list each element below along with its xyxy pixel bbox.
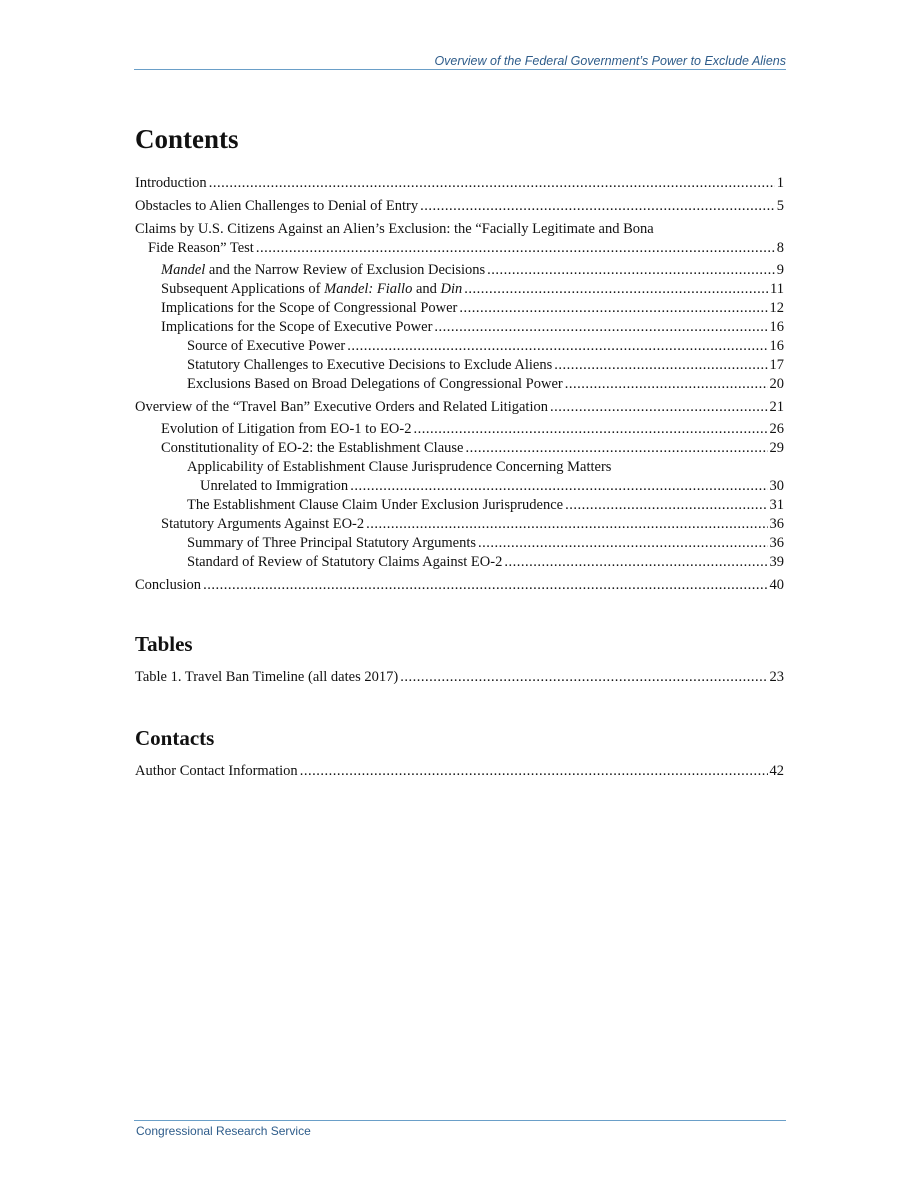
toc-entry[interactable] bbox=[135, 174, 784, 193]
toc-entry-text: and bbox=[412, 281, 441, 297]
toc-entry[interactable] bbox=[135, 668, 784, 687]
toc-entry-page: 36 bbox=[769, 516, 784, 532]
toc-entry-page: 23 bbox=[769, 669, 784, 685]
toc-entry[interactable] bbox=[161, 299, 784, 318]
tables-title: Tables bbox=[135, 632, 193, 656]
toc-entry[interactable] bbox=[161, 515, 784, 534]
toc-entry[interactable] bbox=[200, 477, 784, 496]
toc-entry-text: and the Narrow Review of Exclusion Decisions bbox=[205, 262, 486, 278]
toc-entry-italic: Mandel: Fiallo bbox=[324, 281, 413, 297]
contents-title: Contents bbox=[135, 124, 239, 154]
toc-entry-text: Obstacles to Alien Challenges to Denial of Entry bbox=[135, 198, 419, 214]
toc-entry-page: 16 bbox=[769, 319, 784, 335]
toc-entry-italic: Din bbox=[440, 281, 463, 297]
toc-entry-page: 20 bbox=[769, 376, 784, 392]
toc-entry-page: 5 bbox=[776, 198, 784, 214]
toc-entry-text: Fide Reason” Test bbox=[148, 240, 254, 256]
toc-entry[interactable] bbox=[161, 318, 784, 337]
toc-entry-page: 36 bbox=[769, 535, 784, 551]
toc-entry-page: 1 bbox=[776, 175, 784, 191]
toc-entry-text: Table 1. Travel Ban Timeline (all dates 2017) bbox=[135, 669, 399, 685]
toc-entry-text: Conclusion bbox=[135, 577, 202, 593]
toc-entry-page: 26 bbox=[769, 421, 784, 437]
toc-entry[interactable] bbox=[187, 553, 784, 572]
toc-entry-text: Subsequent Applications of bbox=[161, 281, 325, 297]
toc-entry-text: Source of Executive Power bbox=[187, 338, 346, 354]
footer-rule bbox=[134, 1120, 786, 1121]
toc-entry[interactable] bbox=[187, 534, 784, 553]
toc-entry[interactable] bbox=[161, 439, 784, 458]
toc-entry-page: 29 bbox=[769, 440, 784, 456]
toc-entry-text: Constitutionality of EO-2: the Establishment Clause bbox=[161, 440, 464, 456]
toc-entry-text-line1[interactable]: Applicability of Establishment Clause Jurisprudence Concerning Matters bbox=[187, 459, 612, 475]
toc-entry[interactable] bbox=[161, 420, 784, 439]
toc-entry-text: Introduction bbox=[135, 175, 207, 191]
toc-entry[interactable] bbox=[187, 496, 784, 515]
toc-entry-page: 8 bbox=[776, 240, 784, 256]
toc-entry-page: 42 bbox=[769, 763, 784, 779]
toc-entry-text: Overview of the “Travel Ban” Executive Orders and Related Litigation bbox=[135, 399, 548, 415]
toc-entry-text: Summary of Three Principal Statutory Arguments bbox=[187, 535, 477, 551]
header-rule bbox=[134, 69, 786, 70]
toc-entry-page: 17 bbox=[769, 357, 784, 373]
contacts-title: Contacts bbox=[135, 726, 215, 750]
toc-entry-page: 16 bbox=[769, 338, 784, 354]
toc-entry[interactable] bbox=[187, 337, 784, 356]
toc-entry[interactable] bbox=[187, 375, 784, 394]
toc-entry-page: 40 bbox=[769, 577, 784, 593]
toc-entry-text: Statutory Arguments Against EO-2 bbox=[161, 516, 365, 532]
running-header: Overview of the Federal Government’s Power to Exclude Aliens bbox=[434, 54, 786, 68]
toc-entry[interactable] bbox=[161, 261, 784, 280]
toc-entry-page: 11 bbox=[770, 281, 784, 297]
toc-entry[interactable] bbox=[161, 280, 784, 299]
toc-entry[interactable] bbox=[187, 356, 784, 375]
toc-entry-page: 9 bbox=[776, 262, 784, 278]
toc-entry-page: 12 bbox=[769, 300, 784, 316]
toc-entry-page: 39 bbox=[769, 554, 784, 570]
toc-entry-page: 31 bbox=[769, 497, 784, 513]
toc-entry-text: Standard of Review of Statutory Claims Against EO-2 bbox=[187, 554, 503, 570]
toc-entry-page: 21 bbox=[769, 399, 784, 415]
toc-entry-text: Evolution of Litigation from EO-1 to EO-2 bbox=[161, 421, 412, 437]
toc-entry[interactable] bbox=[135, 762, 784, 781]
toc-entry-text: Implications for the Scope of Congressional Power bbox=[161, 300, 458, 316]
toc-entry-text: Unrelated to Immigration bbox=[200, 478, 349, 494]
toc-entry[interactable] bbox=[135, 576, 784, 595]
toc-entry-text: Author Contact Information bbox=[135, 763, 298, 779]
toc-entry-text: Exclusions Based on Broad Delegations of Congressional Power bbox=[187, 376, 563, 392]
toc-entry-text: The Establishment Clause Claim Under Exclusion Jurisprudence bbox=[187, 497, 564, 513]
toc-entry-page: 30 bbox=[769, 478, 784, 494]
toc-entry-text: Statutory Challenges to Executive Decisions to Exclude Aliens bbox=[187, 357, 553, 373]
toc-entry[interactable] bbox=[135, 398, 784, 417]
toc-entry-text: Implications for the Scope of Executive Power bbox=[161, 319, 433, 335]
toc-entry-italic: Mandel bbox=[161, 262, 206, 278]
toc-entry[interactable] bbox=[148, 239, 784, 258]
toc-entry[interactable] bbox=[135, 197, 784, 216]
footer-organization: Congressional Research Service bbox=[136, 1124, 311, 1138]
toc-entry-text-line1[interactable]: Claims by U.S. Citizens Against an Alien’s Exclusion: the “Facially Legitimate and Bona bbox=[135, 221, 654, 237]
